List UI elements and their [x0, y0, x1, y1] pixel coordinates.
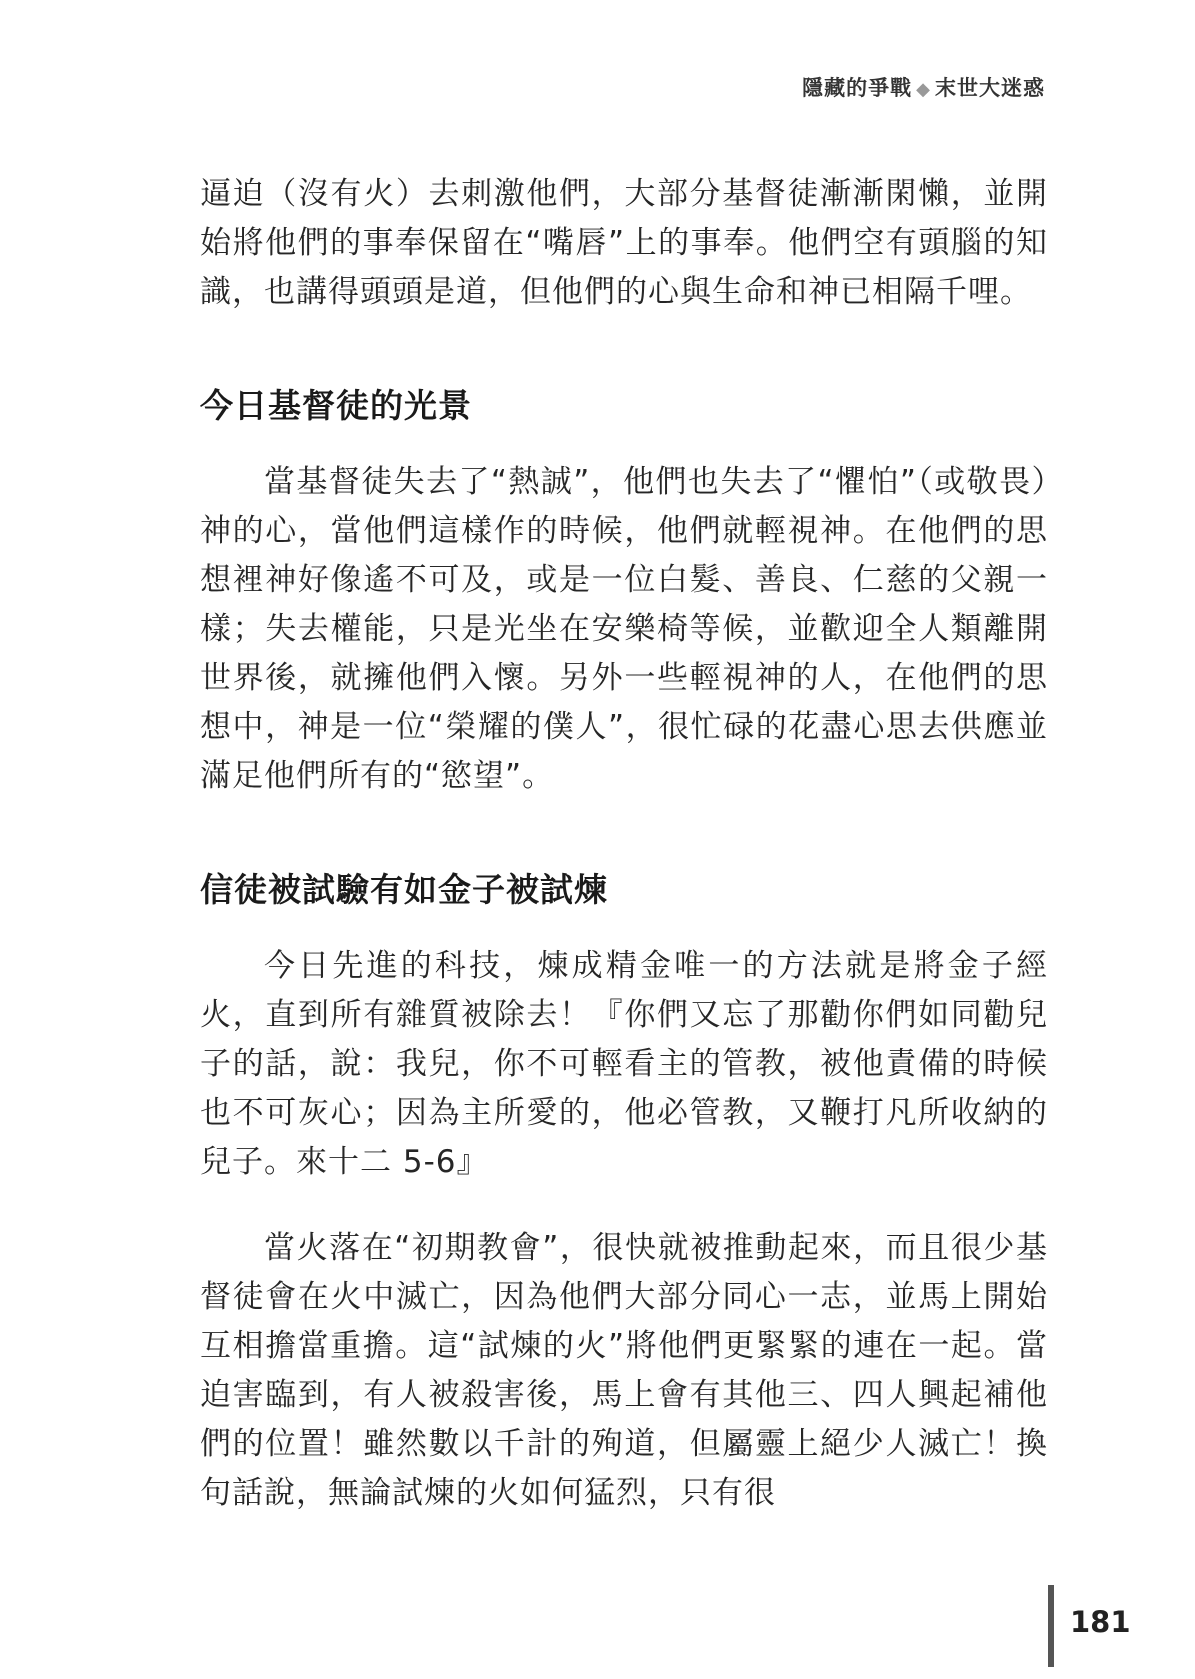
book-title: 隱藏的爭戰 [802, 76, 913, 100]
body-paragraph: 逼迫（沒有火）去刺激他們，大部分基督徒漸漸閑懶，並開始將他們的事奉保留在“嘴唇”上的事奉。他們空有頭腦的知識，也講得頭頭是道，但他們的心與生命和神已相隔千哩。 [200, 176, 1048, 310]
diamond-separator-icon: ◆ [916, 79, 931, 100]
page-body [200, 170, 1048, 1518]
chapter-title: 末世大迷惑 [935, 76, 1045, 100]
body-paragraph: 今日先進的科技，煉成精金唯一的方法就是將金子經火，直到所有雜質被除去！『你們又忘了那勸你們如同勸兒子的話，說：我兒，你不可輕看主的管教，被他責備的時候也不可灰心；因為主所愛的，他必管教，又鞭打凡所收納的兒子。來十二 5-6』 [200, 948, 1048, 1180]
running-header [802, 72, 1045, 102]
section-heading: 信徒被試驗有如金子被試煉 [200, 870, 608, 909]
body-paragraph: 當火落在“初期教會”，很快就被推動起來，而且很少基督徒會在火中滅亡，因為他們大部分同心一志，並馬上開始互相擔當重擔。這“試煉的火”將他們更緊緊的連在一起。當迫害臨到，有人被殺害後，馬上會有其他三、四人興起補他們的位置！雖然數以千計的殉道，但屬靈上絕少人滅亡！換句話說，無論試煉的火如何猛烈，只有很 [200, 1230, 1048, 1511]
page-edge-bar [1048, 1585, 1054, 1667]
section-heading: 今日基督徒的光景 [200, 386, 472, 425]
page-number: 181 [1070, 1605, 1131, 1639]
body-paragraph: 當基督徒失去了“熱誠”，他們也失去了“懼怕”（或敬畏）神的心，當他們這樣作的時候，他們就輕視神。在他們的思想裡神好像遙不可及，或是一位白髮、善良、仁慈的父親一樣；失去權能，只是光坐在安樂椅等候，並歡迎全人類離開世界後，就擁他們入懷。另外一些輕視神的人，在他們的思想中，神是一位“榮耀的僕人”，很忙碌的花盡心思去供應並滿足他們所有的“慾望”。 [200, 464, 1048, 794]
